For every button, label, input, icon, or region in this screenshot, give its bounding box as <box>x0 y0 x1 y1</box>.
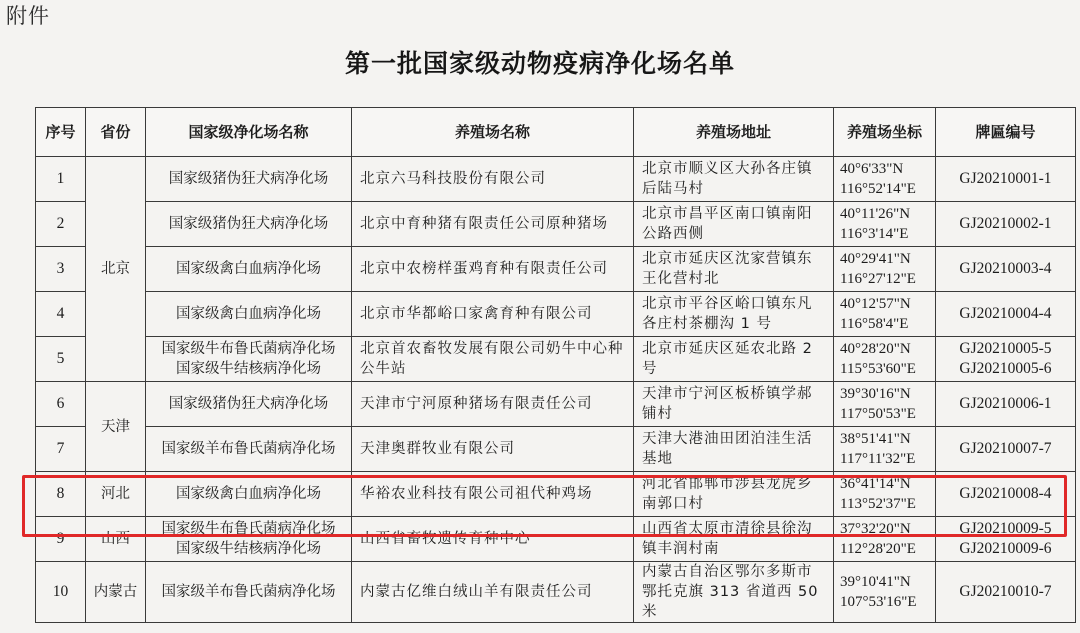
header-type: 国家级净化场名称 <box>146 108 352 157</box>
province-cell: 天津 <box>86 382 146 472</box>
farm-name-line: 华裕农业科技有限公司祖代种鸡场 <box>360 486 593 502</box>
farm-name-line: 北京市华都峪口家禽育种有限公司 <box>360 306 593 322</box>
farm-address <box>634 562 834 623</box>
purification-type-line: 国家级羊布鲁氏菌病净化场 <box>161 584 336 600</box>
farm-coordinates <box>834 382 936 427</box>
farm-name <box>352 157 634 202</box>
farm-coordinates <box>834 157 936 202</box>
farm-name-line: 内蒙古亿维白绒山羊有限责任公司 <box>360 584 593 600</box>
farm-address <box>634 337 834 382</box>
farm-address-line: 号 <box>642 361 658 377</box>
plate-number <box>936 202 1076 247</box>
plate-number <box>936 292 1076 337</box>
farm-coordinates <box>834 517 936 562</box>
purification-type <box>146 382 352 427</box>
row-number: 6 <box>36 382 86 427</box>
farm-coordinates-line: 116°58'4"E <box>840 316 909 332</box>
table-row <box>36 562 1076 623</box>
purification-type <box>146 427 352 472</box>
farm-address-line: 内蒙古自治区鄂尔多斯市 <box>642 564 813 580</box>
farm-coordinates <box>834 292 936 337</box>
farm-list-table <box>35 107 1076 623</box>
plate-number <box>936 562 1076 623</box>
province-cell: 山西 <box>86 517 146 562</box>
table-row <box>36 427 1076 472</box>
farm-coordinates <box>834 562 936 623</box>
plate-number-line: GJ20210004-4 <box>959 305 1052 322</box>
farm-address-line: 各庄村茶棚沟 1 号 <box>642 316 772 332</box>
farm-coordinates <box>834 472 936 517</box>
farm-address-line: 北京市顺义区大孙各庄镇 <box>642 161 813 177</box>
purification-type <box>146 202 352 247</box>
farm-name-line: 山西省畜牧遗传育种中心 <box>360 531 531 547</box>
plate-number-line: GJ20210010-7 <box>959 583 1052 600</box>
purification-type <box>146 562 352 623</box>
farm-name <box>352 292 634 337</box>
province-cell: 河北 <box>86 472 146 517</box>
farm-address-line: 公路西侧 <box>642 226 704 242</box>
farm-address <box>634 292 834 337</box>
farm-coordinates-line: 39°30'16"N <box>840 386 911 402</box>
plate-number-line: GJ20210009-6 <box>959 540 1052 557</box>
header-plate: 牌匾编号 <box>936 108 1076 157</box>
farm-coordinates-line: 116°3'14"E <box>840 226 909 242</box>
farm-address <box>634 472 834 517</box>
purification-type-line: 国家级禽白血病净化场 <box>176 486 321 502</box>
plate-number-line: GJ20210002-1 <box>959 215 1052 232</box>
purification-type-line: 国家级牛布鲁氏菌病净化场 <box>161 521 336 537</box>
farm-coordinates-line: 40°29'41"N <box>840 251 911 267</box>
farm-coordinates-line: 40°12'57"N <box>840 296 911 312</box>
row-number: 3 <box>36 247 86 292</box>
farm-coordinates-line: 116°52'14"E <box>840 181 916 197</box>
plate-number-line: GJ20210009-5 <box>959 520 1052 537</box>
plate-number <box>936 517 1076 562</box>
farm-address-line: 北京市平谷区峪口镇东凡 <box>642 296 813 312</box>
plate-number-line: GJ20210005-6 <box>959 360 1052 377</box>
farm-address <box>634 382 834 427</box>
header-coords: 养殖场坐标 <box>834 108 936 157</box>
row-number: 10 <box>36 562 86 623</box>
farm-name <box>352 472 634 517</box>
farm-name-line: 天津奥群牧业有限公司 <box>360 441 515 457</box>
farm-coordinates-line: 38°51'41"N <box>840 431 911 447</box>
purification-type-line: 国家级猪伪狂犬病净化场 <box>168 216 329 232</box>
farm-coordinates-line: 117°50'53"E <box>840 406 916 422</box>
farm-name <box>352 202 634 247</box>
farm-address-line: 山西省太原市清徐县徐沟 <box>642 521 813 537</box>
table-row <box>36 472 1076 517</box>
farm-name <box>352 247 634 292</box>
farm-address <box>634 202 834 247</box>
table-row <box>36 247 1076 292</box>
plate-number-line: GJ20210007-7 <box>959 440 1052 457</box>
farm-name <box>352 337 634 382</box>
farm-name-line: 北京六马科技股份有限公司 <box>360 171 546 187</box>
province-cell: 内蒙古 <box>86 562 146 623</box>
header-province: 省份 <box>86 108 146 157</box>
farm-name <box>352 427 634 472</box>
farm-address-line: 鄂托克旗 313 省道西 50 米 <box>642 584 819 620</box>
farm-coordinates-line: 39°10'41"N <box>840 574 911 590</box>
plate-number <box>936 427 1076 472</box>
farm-name-line: 北京中农榜样蛋鸡育种有限责任公司 <box>360 261 608 277</box>
farm-address <box>634 517 834 562</box>
farm-address <box>634 157 834 202</box>
farm-address-line: 王化营村北 <box>642 271 720 287</box>
header-farm: 养殖场名称 <box>352 108 634 157</box>
farm-coordinates-line: 117°11'32"E <box>840 451 916 467</box>
farm-name-line: 北京中育种猪有限责任公司原种猪场 <box>360 216 608 232</box>
row-number: 7 <box>36 427 86 472</box>
farm-coordinates-line: 112°28'20"E <box>840 541 916 557</box>
table-row <box>36 517 1076 562</box>
plate-number-line: GJ20210005-5 <box>959 340 1052 357</box>
plate-number <box>936 337 1076 382</box>
farm-name <box>352 517 634 562</box>
farm-coordinates-line: 40°6'33"N <box>840 161 904 177</box>
row-number: 4 <box>36 292 86 337</box>
plate-number-line: GJ20210003-4 <box>959 260 1052 277</box>
purification-type-line: 国家级禽白血病净化场 <box>176 261 321 277</box>
row-number: 9 <box>36 517 86 562</box>
row-number: 1 <box>36 157 86 202</box>
table-row <box>36 202 1076 247</box>
farm-coordinates-line: 107°53'16"E <box>840 594 917 610</box>
purification-type-line: 国家级牛结核病净化场 <box>176 361 321 377</box>
farm-address-line: 基地 <box>642 451 673 467</box>
header-no: 序号 <box>36 108 86 157</box>
table-row <box>36 337 1076 382</box>
purification-type-line: 国家级牛结核病净化场 <box>176 541 321 557</box>
document-title: 第一批国家级动物疫病净化场名单 <box>344 49 735 78</box>
farm-name <box>352 382 634 427</box>
farm-coordinates-line: 40°11'26"N <box>840 206 911 222</box>
farm-address-line: 北京市延庆区延农北路 2 <box>642 341 813 357</box>
farm-coordinates <box>834 247 936 292</box>
farm-coordinates-line: 36°41'14"N <box>840 476 911 492</box>
table-row <box>36 157 1076 202</box>
farm-address-line: 北京市延庆区沈家营镇东 <box>642 251 813 267</box>
row-number: 8 <box>36 472 86 517</box>
farm-address-line: 镇丰润村南 <box>642 541 720 557</box>
farm-name <box>352 562 634 623</box>
purification-type <box>146 247 352 292</box>
plate-number <box>936 157 1076 202</box>
purification-type <box>146 292 352 337</box>
farm-coordinates-line: 37°32'20"N <box>840 521 911 537</box>
farm-coordinates <box>834 427 936 472</box>
purification-type-line: 国家级猪伪狂犬病净化场 <box>168 396 329 412</box>
farm-coordinates <box>834 202 936 247</box>
province-cell: 北京 <box>86 157 146 382</box>
purification-type <box>146 517 352 562</box>
plate-number-line: GJ20210006-1 <box>959 395 1052 412</box>
farm-address-line: 南郭口村 <box>642 496 704 512</box>
farm-coordinates-line: 115°53'60"E <box>840 361 916 377</box>
farm-address <box>634 427 834 472</box>
farm-coordinates-line: 113°52'37"E <box>840 496 916 512</box>
table-row <box>36 292 1076 337</box>
purification-type <box>146 472 352 517</box>
purification-type <box>146 337 352 382</box>
purification-type-line: 国家级牛布鲁氏菌病净化场 <box>161 341 336 357</box>
plate-number-line: GJ20210001-1 <box>959 170 1052 187</box>
farm-address <box>634 247 834 292</box>
farm-address-line: 后陆马村 <box>642 181 704 197</box>
header-address: 养殖场地址 <box>634 108 834 157</box>
plate-number <box>936 382 1076 427</box>
attachment-label: 附件 <box>6 4 50 28</box>
farm-address-line: 北京市昌平区南口镇南阳 <box>642 206 813 222</box>
row-number: 2 <box>36 202 86 247</box>
purification-type <box>146 157 352 202</box>
farm-address-line: 河北省邯郸市涉县龙虎乡 <box>642 476 813 492</box>
table-row <box>36 382 1076 427</box>
farm-address-line: 天津大港油田团泊洼生活 <box>642 431 813 447</box>
farm-address-line: 铺村 <box>642 406 673 422</box>
purification-type-line: 国家级羊布鲁氏菌病净化场 <box>161 441 336 457</box>
plate-number-line: GJ20210008-4 <box>959 485 1052 502</box>
table-header-row <box>36 108 1076 157</box>
farm-name-line: 公牛站 <box>360 361 407 377</box>
farm-name-line: 北京首农畜牧发展有限公司奶牛中心种 <box>360 341 624 357</box>
row-number: 5 <box>36 337 86 382</box>
farm-coordinates-line: 40°28'20"N <box>840 341 911 357</box>
plate-number <box>936 247 1076 292</box>
farm-address-line: 天津市宁河区板桥镇学郝 <box>642 386 813 402</box>
purification-type-line: 国家级禽白血病净化场 <box>176 306 321 322</box>
plate-number <box>936 472 1076 517</box>
purification-type-line: 国家级猪伪狂犬病净化场 <box>168 171 329 187</box>
farm-coordinates <box>834 337 936 382</box>
farm-coordinates-line: 116°27'12"E <box>840 271 916 287</box>
farm-name-line: 天津市宁河原种猪场有限责任公司 <box>360 396 593 412</box>
